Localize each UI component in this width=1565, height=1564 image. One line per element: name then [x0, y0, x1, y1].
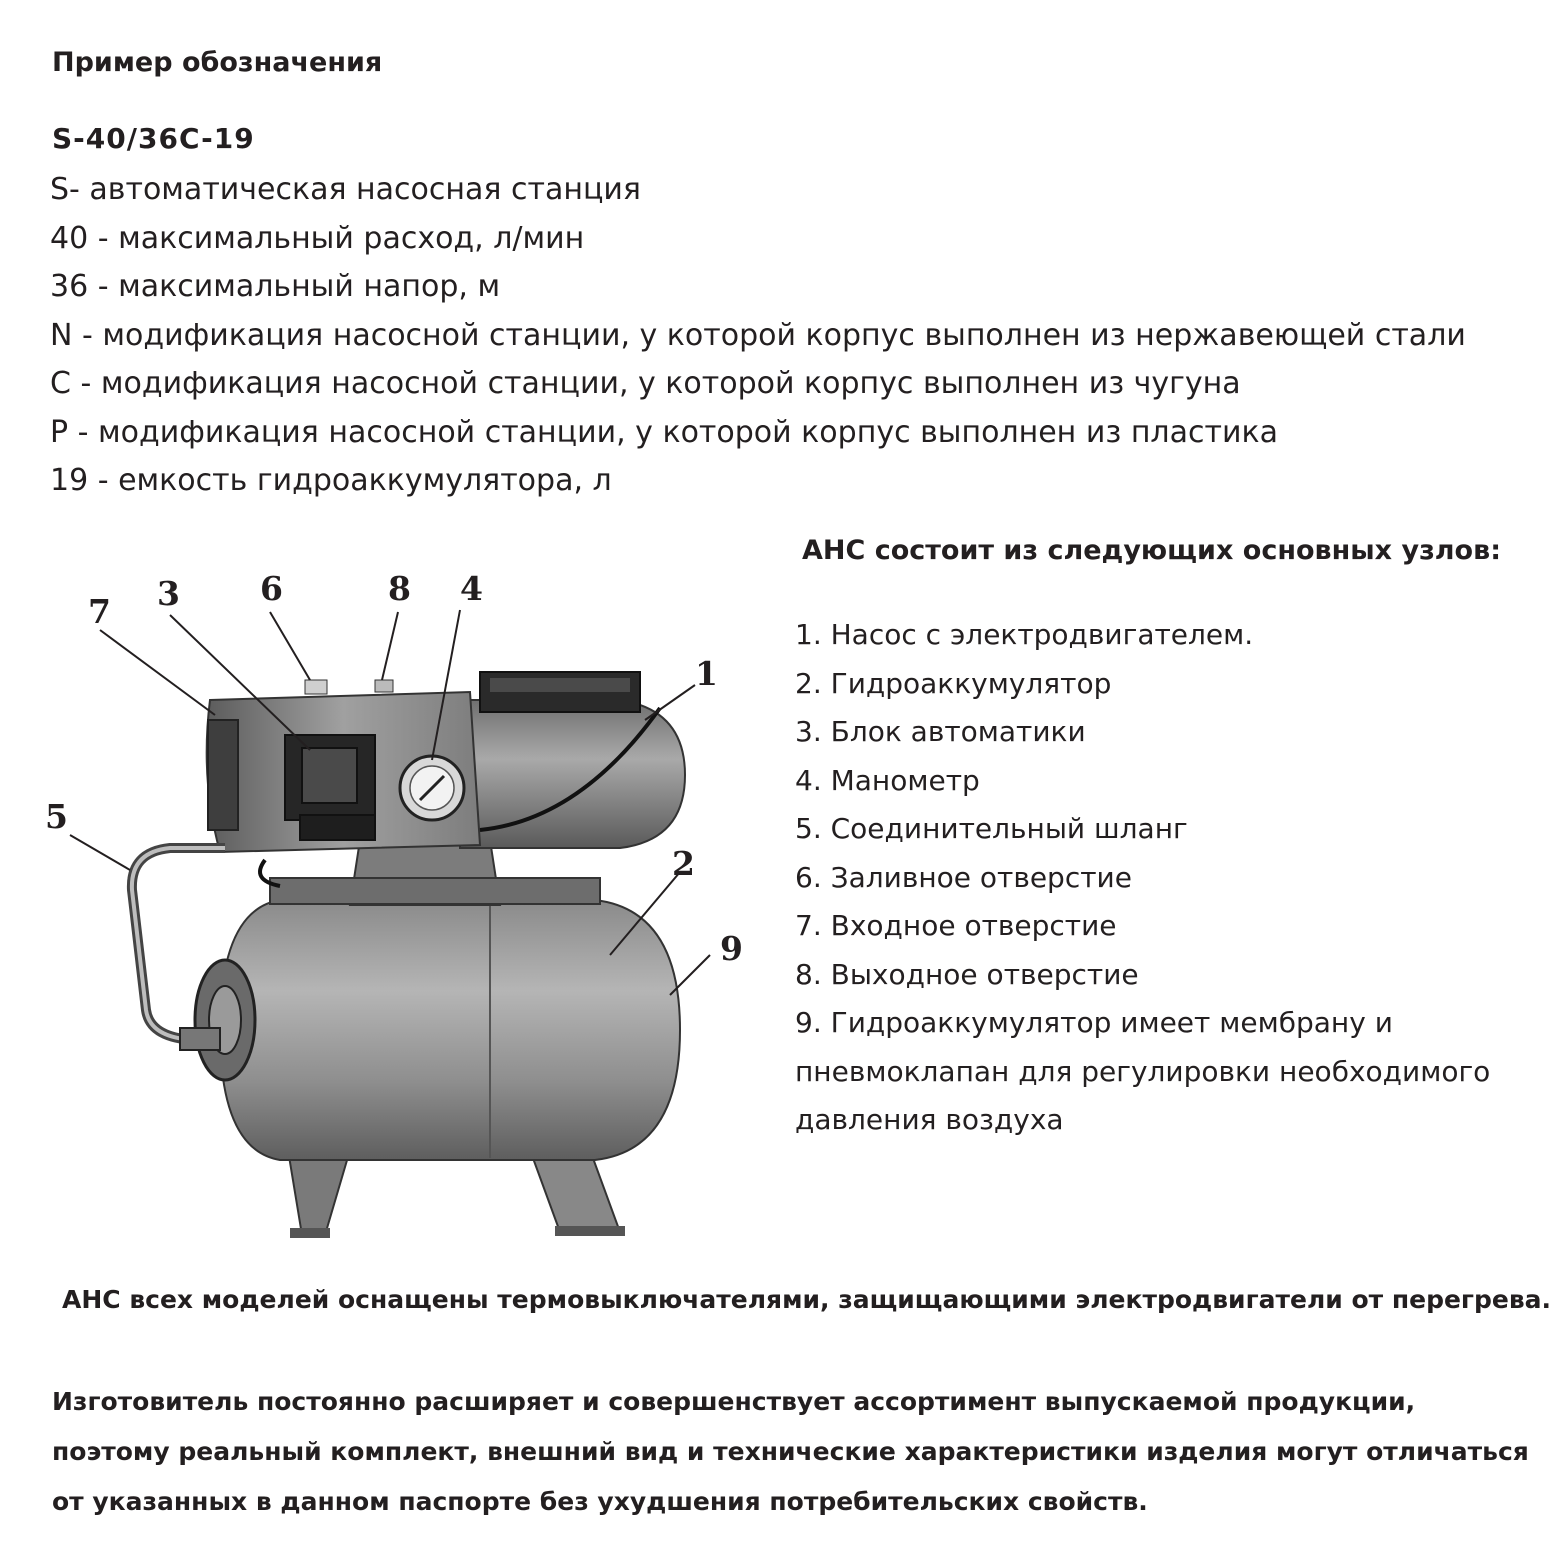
tank-body — [220, 900, 680, 1160]
legend-line: P - модификация насосной станции, у которой корпус выполнен из пластика — [50, 415, 1278, 450]
disclaimer-line: Изготовитель постоянно расширяет и совершенствует ассортимент выпускаемой продукции, — [52, 1387, 1416, 1416]
legend-line: C - модификация насосной станции, у которой корпус выполнен из чугуна — [50, 366, 1241, 401]
outlet-plug — [375, 680, 393, 692]
pump-station-figure — [20, 560, 760, 1260]
component-item: пневмоклапан для регулировки необходимого — [795, 1055, 1491, 1088]
component-item: давления воздуха — [795, 1103, 1064, 1136]
legend-line: N - модификация насосной станции, у которой корпус выполнен из нержавеющей стали — [50, 318, 1466, 353]
component-item: 7. Входное отверстие — [795, 909, 1117, 942]
callout-3: 3 — [157, 574, 180, 613]
component-item: 4. Манометр — [795, 764, 980, 797]
legend-line: 36 - максимальный напор, м — [50, 269, 501, 304]
callout-9: 9 — [720, 929, 743, 968]
component-item: 6. Заливное отверстие — [795, 861, 1132, 894]
callout-8: 8 — [388, 569, 411, 608]
tank-foot-left — [288, 1150, 350, 1235]
legend-line: S- автоматическая насосная станция — [50, 172, 641, 207]
component-item: 9. Гидроаккумулятор имеет мембрану и — [795, 1006, 1393, 1039]
component-item: 1. Насос с электродвигателем. — [795, 618, 1254, 651]
component-item: 3. Блок автоматики — [795, 715, 1086, 748]
callout-1: 1 — [695, 654, 718, 693]
components-title: АНС состоит из следующих основных узлов: — [802, 535, 1501, 566]
filling-plug — [305, 680, 327, 694]
legend-line: 40 - максимальный расход, л/мин — [50, 221, 585, 256]
thermal-protection-note: АНС всех моделей оснащены термовыключателями, защищающими электродвигатели от перегрева. — [62, 1285, 1552, 1314]
callout-2: 2 — [672, 844, 695, 883]
legend-line: 19 - емкость гидроаккумулятора, л — [50, 463, 612, 498]
designation-heading: Пример обозначения — [52, 47, 383, 78]
component-item: 5. Соединительный шланг — [795, 812, 1188, 845]
tank-foot-right — [530, 1150, 620, 1232]
callout-7: 7 — [88, 592, 111, 631]
disclaimer-line: от указанных в данном паспорте без ухудшения потребительских свойств. — [52, 1487, 1148, 1516]
component-item: 8. Выходное отверстие — [795, 958, 1139, 991]
disclaimer-line: поэтому реальный комплект, внешний вид и технические характеристики изделия могут отличаться — [52, 1437, 1529, 1466]
model-code: S-40/36C-19 — [52, 122, 255, 155]
callout-4: 4 — [460, 569, 483, 608]
pump-station-illustration — [20, 560, 760, 1260]
component-item: 2. Гидроаккумулятор — [795, 667, 1112, 700]
callout-6: 6 — [260, 569, 283, 608]
callout-5: 5 — [45, 797, 68, 836]
